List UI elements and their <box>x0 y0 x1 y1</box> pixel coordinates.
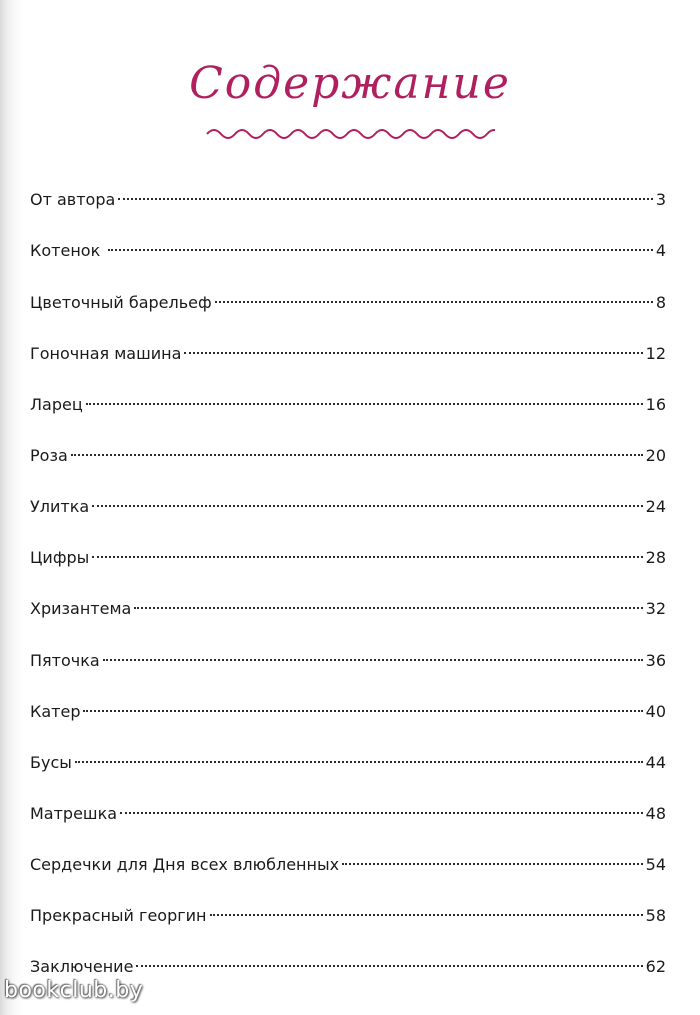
toc-entry-label: Котенок <box>30 241 106 260</box>
toc-entry-tsvetochnyj-barelef[interactable] <box>30 290 666 316</box>
toc-entry-tsifry[interactable] <box>30 545 666 571</box>
dot-leader <box>83 710 642 712</box>
toc-entry-pyatochka[interactable] <box>30 648 666 674</box>
toc-entry-ulitka[interactable] <box>30 494 666 520</box>
toc-entry-busy[interactable] <box>30 750 666 776</box>
toc-entry-label: Пяточка <box>30 651 100 670</box>
toc-entry-page: 3 <box>655 190 666 209</box>
dot-leader <box>108 249 653 251</box>
toc-entry-label: Сердечки для Дня всех влюбленных <box>30 855 340 874</box>
toc-entry-page: 20 <box>645 446 666 465</box>
toc-entry-page: 58 <box>645 906 666 925</box>
toc-entry-label: Гоночная машина <box>30 344 182 363</box>
toc-entry-label: Заключение <box>30 957 134 976</box>
toc-entry-page: 44 <box>645 753 666 772</box>
toc-entry-ot-avtora[interactable] <box>30 187 666 213</box>
toc-entry-label: Цифры <box>30 548 90 567</box>
dot-leader <box>134 607 642 609</box>
dot-leader <box>71 454 643 456</box>
toc-entry-serdechki[interactable] <box>30 852 666 878</box>
toc-entry-page: 32 <box>645 599 666 618</box>
toc-entry-gonochnaya-mashina[interactable] <box>30 341 666 367</box>
toc-entry-label: Ларец <box>30 395 83 414</box>
toc-entry-page: 62 <box>645 957 666 976</box>
toc-entry-label: Цветочный барельеф <box>30 293 212 312</box>
dot-leader <box>342 863 643 865</box>
site-watermark: bookclub.by <box>4 978 144 1003</box>
toc-entry-page: 54 <box>645 855 666 874</box>
toc-entry-label: Катер <box>30 702 81 721</box>
toc-entry-prekrasnyj-georgin[interactable] <box>30 903 666 929</box>
toc-entry-zaklyuchenie[interactable] <box>30 954 666 980</box>
toc-entry-label: Хризантема <box>30 599 132 618</box>
toc-entry-label: Прекрасный георгин <box>30 906 207 925</box>
toc-entry-khrizantema[interactable] <box>30 596 666 622</box>
toc-entry-label: От автора <box>30 190 116 209</box>
toc-entry-kotenok[interactable] <box>30 238 666 264</box>
dot-leader <box>136 965 642 967</box>
toc-entry-page: 28 <box>645 548 666 567</box>
toc-entry-roza[interactable] <box>30 443 666 469</box>
toc-entry-kater[interactable] <box>30 699 666 725</box>
dot-leader <box>210 914 643 916</box>
dot-leader <box>86 403 643 405</box>
toc-entry-page: 12 <box>645 344 666 363</box>
toc-entry-page: 16 <box>645 395 666 414</box>
dot-leader <box>118 198 653 200</box>
toc-entry-label: Улитка <box>30 497 90 516</box>
dot-leader <box>103 659 643 661</box>
dot-leader <box>92 556 642 558</box>
toc-entry-page: 48 <box>645 804 666 823</box>
toc-entry-page: 4 <box>655 241 666 260</box>
toc-entry-page: 36 <box>645 651 666 670</box>
toc-entry-larets[interactable] <box>30 392 666 418</box>
toc-entry-page: 24 <box>645 497 666 516</box>
page-title: Содержание <box>189 58 511 109</box>
toc-entry-label: Матрешка <box>30 804 118 823</box>
dot-leader <box>120 812 643 814</box>
toc-entry-matreshka[interactable] <box>30 801 666 827</box>
dot-leader <box>75 761 643 763</box>
dot-leader <box>92 505 642 507</box>
toc-entry-label: Бусы <box>30 753 72 772</box>
dot-leader <box>184 352 642 354</box>
toc-entry-page: 40 <box>645 702 666 721</box>
toc-entry-page: 8 <box>655 293 666 312</box>
dot-leader <box>215 301 653 303</box>
toc-entry-label: Роза <box>30 446 68 465</box>
